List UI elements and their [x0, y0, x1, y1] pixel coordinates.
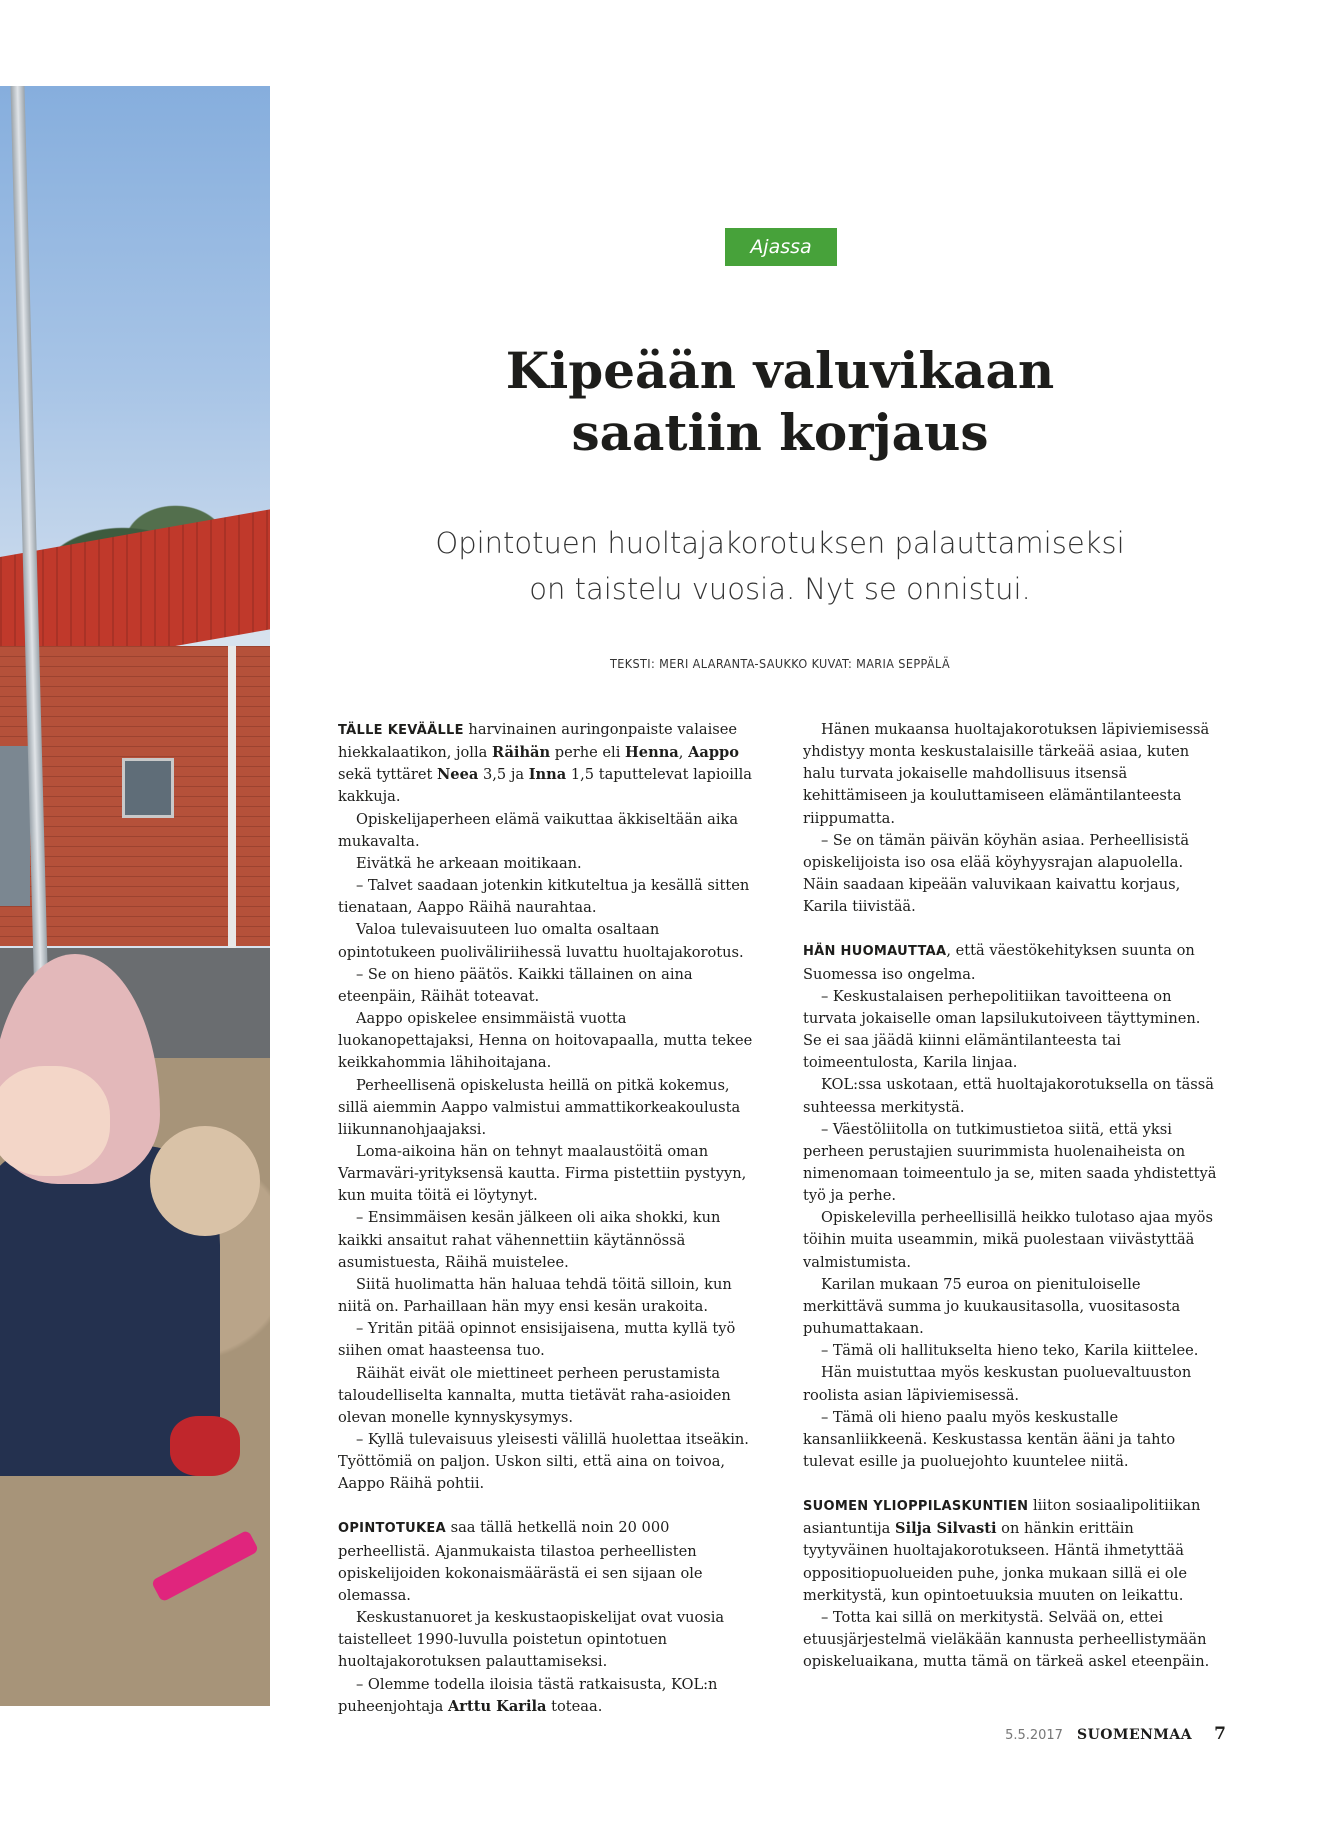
- paragraph: TÄLLE KEVÄÄLLE harvinainen auringonpaiste valaisee hiekkalaatikon, jolla Räihän perhe eli Henna, Aappo sekä tyttäret Neea 3,5 ja Inna 1,5 taputtelevat lapioilla kakkuja.: [338, 721, 752, 806]
- lead-line-1: Opintotuen huoltajakorotuksen palauttamiseksi: [435, 526, 1125, 560]
- title-line-2: saatiin korjaus: [571, 403, 989, 462]
- byline: TEKSTI: MERI ALARANTA-SAUKKO KUVAT: MARIA SEPPÄLÄ: [609, 656, 951, 671]
- section-tag: Ajassa: [725, 228, 837, 266]
- person-name: Silja Silvasti: [895, 1520, 997, 1538]
- person-name: Arttu Karila: [447, 1697, 547, 1715]
- paragraph: – Tämä oli hieno paalu myös keskustalle kansanliikkeenä. Keskustassa kentän ääni ja tahto tulevat esille ja puoluejohto kuuntelee niitä.: [803, 1408, 1176, 1470]
- paragraph: Opiskelijaperheen elämä vaikuttaa äkkiseltään aika mukavalta.: [338, 810, 739, 850]
- paragraph: Valoa tulevaisuuteen luo omalta osaltaan opintotukeen puoliväliriihessä luvattu huoltajakorotus.: [338, 921, 744, 961]
- paragraph: – Se on tämän päivän köyhän asiaa. Perheellisistä opiskelijoista iso osa elää köyhyysrajan alapuolella. Näin saadaan kipeään valuvikaan kaivattu korjaus, Karila tiivistää.: [803, 831, 1190, 916]
- paragraph: Räihät eivät ole miettineet perheen perustamista taloudelliselta kannalta, mutta tietävät raha-asioiden olevan monelle kynnyskysymys.: [338, 1364, 731, 1426]
- issue-date: 5.5.2017: [1005, 1728, 1063, 1743]
- paragraph: – Kyllä tulevaisuus yleisesti välillä huolettaa itseäkin. Työttömiä on paljon. Uskon silti, että aina on toivoa, Aappo Räihä pohtii.: [338, 1431, 749, 1493]
- paragraph: HÄN HUOMAUTTAA, että väestökehityksen suunta on Suomessa iso ongelma.: [803, 942, 1195, 983]
- paragraph: Hän muistuttaa myös keskustan puoluevaltuuston roolista asian läpiviemisessä.: [803, 1364, 1192, 1404]
- paragraph: – Totta kai sillä on merkitystä. Selvää on, ettei etuusjärjestelmä vieläkään kannusta perheellistymään opiskeluaikana, mutta tämä on tärkeä askel eteenpäin.: [803, 1608, 1210, 1671]
- person-name: Aappo: [688, 744, 739, 762]
- lead-in: SUOMEN YLIOPPILASKUNTIEN: [803, 1499, 1029, 1515]
- paragraph: Loma-aikoina hän on tehnyt maalaustöitä oman Varmaväri-yrityksensä kautta. Firma pistettiin pystyyn, kun muita töitä ei löytynyt.: [338, 1142, 747, 1205]
- paragraph: Keskustanuoret ja keskustaopiskelijat ovat vuosia taistelleet 1990-luvulla poistetun opintotuen huoltajakorotuksen palauttamiseksi.: [338, 1609, 725, 1671]
- photo-door: [0, 746, 30, 906]
- paragraph: – Ensimmäisen kesän jälkeen oli aika shokki, kun kaikki ansaitut rahat vähennettiin käytännössä asumistuesta, Räihä muistelee.: [338, 1209, 721, 1271]
- publication-name: SUOMENMAA: [1076, 1727, 1193, 1743]
- paragraph: Eivätkä he arkeaan moitikaan.: [356, 854, 582, 872]
- article-column-left: [338, 719, 756, 1718]
- paragraph: KOL:ssa uskotaan, että huoltajakorotuksella on tässä suhteessa merkitystä.: [803, 1076, 1214, 1116]
- article-title: [380, 340, 1180, 464]
- title-line-1: Kipeään valuvikaan: [505, 341, 1055, 400]
- paragraph: – Talvet saadaan jotenkin kitkuteltua ja kesällä sitten tienataan, Aappo Räihä naurahtaa.: [338, 877, 750, 917]
- person-name: Henna: [625, 744, 679, 762]
- page-number: 7: [1214, 1724, 1226, 1744]
- paragraph: SUOMEN YLIOPPILASKUNTIEN liiton sosiaalipolitiikan asiantuntija Silja Silvasti on hänkin erittäin tyytyväinen huoltajakorotukseen. Häntä ihmetyttää oppositiopuolueiden puhe, jonka mukaan sillä ei ole merkitystä, kun opintoetuuksia muuten on leikattu.: [803, 1497, 1201, 1604]
- paragraph: – Yritän pitää opinnot ensisijaisena, mutta kyllä työ siihen omat haasteensa tuo.: [338, 1320, 736, 1360]
- person-name: Räihän: [491, 744, 551, 762]
- lead-in: HÄN HUOMAUTTAA: [803, 944, 947, 960]
- photo-drainpipe: [228, 646, 236, 956]
- paragraph: – Väestöliitolla on tutkimustietoa siitä, että yksi perheen perustajien suurimmista huolenaiheista on nimenomaan toimeentulo ja se, miten saada yhdistettyä työ ja perhe.: [803, 1120, 1217, 1205]
- photo-fur-collar: [150, 1126, 260, 1236]
- article-column-right: [803, 719, 1221, 1673]
- paragraph: – Olemme todella iloisia tästä ratkaisusta, KOL:n puheenjohtaja Arttu Karila toteaa.: [338, 1675, 718, 1715]
- page-footer: [1005, 1724, 1226, 1744]
- lead-in: TÄLLE KEVÄÄLLE: [338, 723, 464, 738]
- person-name: Inna: [528, 766, 567, 784]
- paragraph: Perheellisenä opiskelusta heillä on pitkä kokemus, sillä aiemmin Aappo valmistui ammattikorkeakoulusta liikunnanohjaajaksi.: [338, 1076, 741, 1138]
- paragraph: Karilan mukaan 75 euroa on pienituloiselle merkittävä summa jo kuukausitasolla, vuositasosta puhumattakaan.: [803, 1275, 1181, 1338]
- photo-window: [122, 758, 174, 818]
- lead-line-2: on taistelu vuosia. Nyt se onnistui.: [529, 572, 1031, 606]
- paragraph: OPINTOTUKEA saa tällä hetkellä noin 20 000 perheellistä. Ajanmukaista tilastoa perheellisten opiskelijoiden kokonaismäärästä ei sen sijaan ole olemassa.: [338, 1519, 703, 1604]
- paragraph: Hänen mukaansa huoltajakorotuksen läpiviemisessä yhdistyy monta keskustalaisille tärkeää asiaa, kuten halu turvata jokaiselle mahdollisuus itsensä kehittämiseen ja kouluttamiseen elämäntilanteesta riippumatta.: [803, 721, 1210, 827]
- lead-in: OPINTOTUKEA: [338, 1521, 446, 1537]
- photo-glove: [170, 1416, 240, 1476]
- person-name: Neea: [436, 766, 479, 784]
- paragraph: – Tämä oli hallitukselta hieno teko, Karila kiittelee.: [821, 1342, 1199, 1360]
- paragraph: – Keskustalaisen perhepolitiikan tavoitteena on turvata jokaiselle oman lapsilukutoiveen täyttyminen. Se ei saa jäädä kiinni elämäntilanteesta tai toimeentulosta, Karila linjaa.: [803, 987, 1201, 1072]
- family-photo: [0, 86, 270, 1706]
- paragraph: Siitä huolimatta hän haluaa tehdä töitä silloin, kun niitä on. Parhaillaan hän myy ensi kesän urakoita.: [338, 1275, 732, 1316]
- paragraph: Opiskelevilla perheellisillä heikko tulotaso ajaa myös töihin muita useammin, mikä puolestaan viivästyttää valmistumista.: [803, 1209, 1213, 1271]
- article-lead: [380, 520, 1180, 612]
- paragraph: – Se on hieno päätös. Kaikki tällainen on aina eteenpäin, Räihät toteavat.: [338, 965, 693, 1005]
- paragraph: Aappo opiskelee ensimmäistä vuotta luokanopettajaksi, Henna on hoitovapaalla, mutta tekee keikkahommia lähihoitajana.: [338, 1010, 753, 1072]
- photo-child-face: [0, 1066, 110, 1176]
